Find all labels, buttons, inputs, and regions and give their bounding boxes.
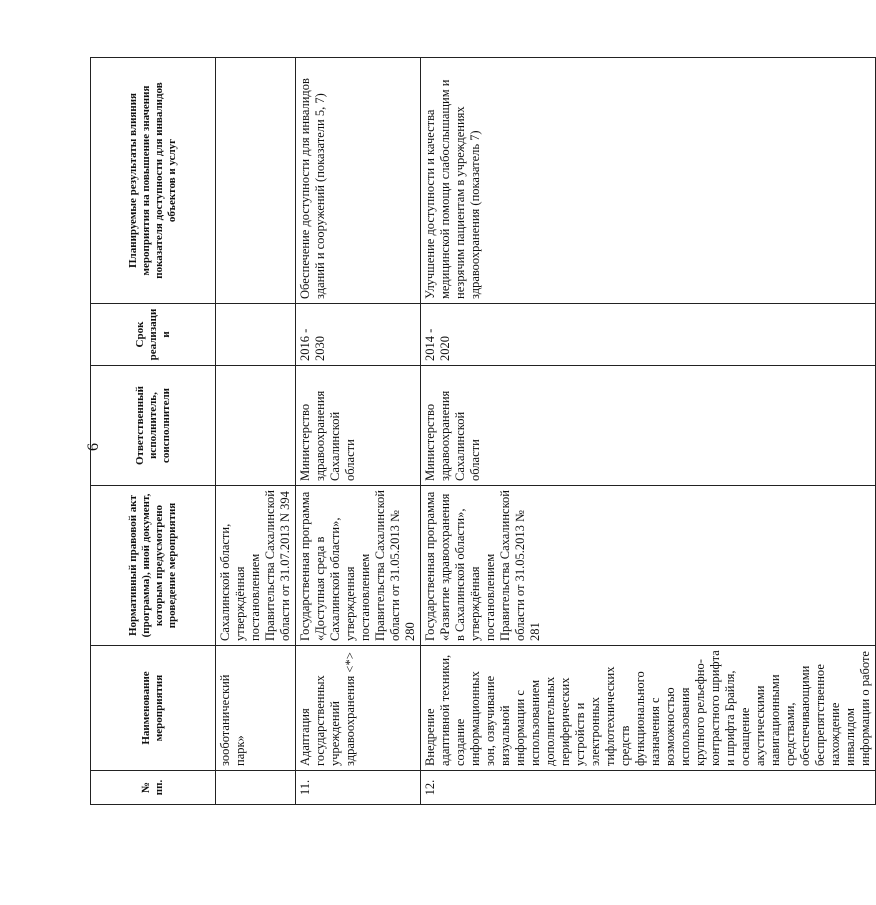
page-number: 6 <box>85 443 102 451</box>
row-term: 2014 - 2020 <box>421 304 876 366</box>
table-row <box>296 58 421 805</box>
measures-table <box>90 57 876 805</box>
row-term: 2016 - 2030 <box>296 304 421 366</box>
header-resp: Ответственный исполнитель, соисполнители <box>91 366 216 486</box>
row-num: 11. <box>296 771 421 805</box>
row-num: 12. <box>421 771 876 805</box>
row-resp: Министерство здравоохранения Сахалинской области <box>296 366 421 486</box>
row-term <box>216 304 296 366</box>
row-act: Государственная программа «Доступная среда в Сахалинской области», утвержденная постановлением Правительства Сахалинской области от 31.05.2013 № 280 <box>296 486 421 646</box>
header-result: Планируемые результаты влияния мероприятия на повышение значения показателя доступности для инвалидов объектов и услуг <box>91 58 216 304</box>
row-result: Обеспечение доступности для инвалидов зданий и сооружений (показатели 5, 7) <box>296 58 421 304</box>
header-act: Нормативный правовой акт (программа), иной документ, которым предусмотрено проведение мероприятия <box>91 486 216 646</box>
row-resp <box>216 366 296 486</box>
row-result: Улучшение доступности и качества медицинской помощи слабослышащим и незрячим пациентам в учреждениях здравоохранения (показатель 7) <box>421 58 876 304</box>
row-name: Внедрение адаптивной техники, создание информационных зон, озвучивание визуальной информации с использованием дополнительных периферических устройств и электронных тифлотехнических средств функционального назначения с возможностью использования крупного рельефно-контрастного шрифта и шрифта Брайля, оснащение акустическими навигационными средствами, обеспечивающими беспрепятственное нахождение инвалидом информации о работе <box>421 646 876 771</box>
rotated-table-container <box>90 58 872 805</box>
header-row <box>91 58 216 805</box>
header-num: № пп. <box>91 771 216 805</box>
row-result <box>216 58 296 304</box>
row-name: Адаптация государственных учреждений здравоохранения <*> <box>296 646 421 771</box>
row-num <box>216 771 296 805</box>
row-name: зооботанический парк» <box>216 646 296 771</box>
row-resp: Министерство здравоохранения Сахалинской области <box>421 366 876 486</box>
header-name: Наименование мероприятия <box>91 646 216 771</box>
header-term: Срок реализации <box>91 304 216 366</box>
row-act: Сахалинской области, утверждённая постановлением Правительства Сахалинской области от 31.07.2013 N 394 <box>216 486 296 646</box>
table-row <box>216 58 296 805</box>
row-act: Государственная программа «Развитие здравоохранения в Сахалинской области», утверждённая постановлением Правительства Сахалинской области от 31.05.2013 № 281 <box>421 486 876 646</box>
table-row <box>421 58 876 805</box>
